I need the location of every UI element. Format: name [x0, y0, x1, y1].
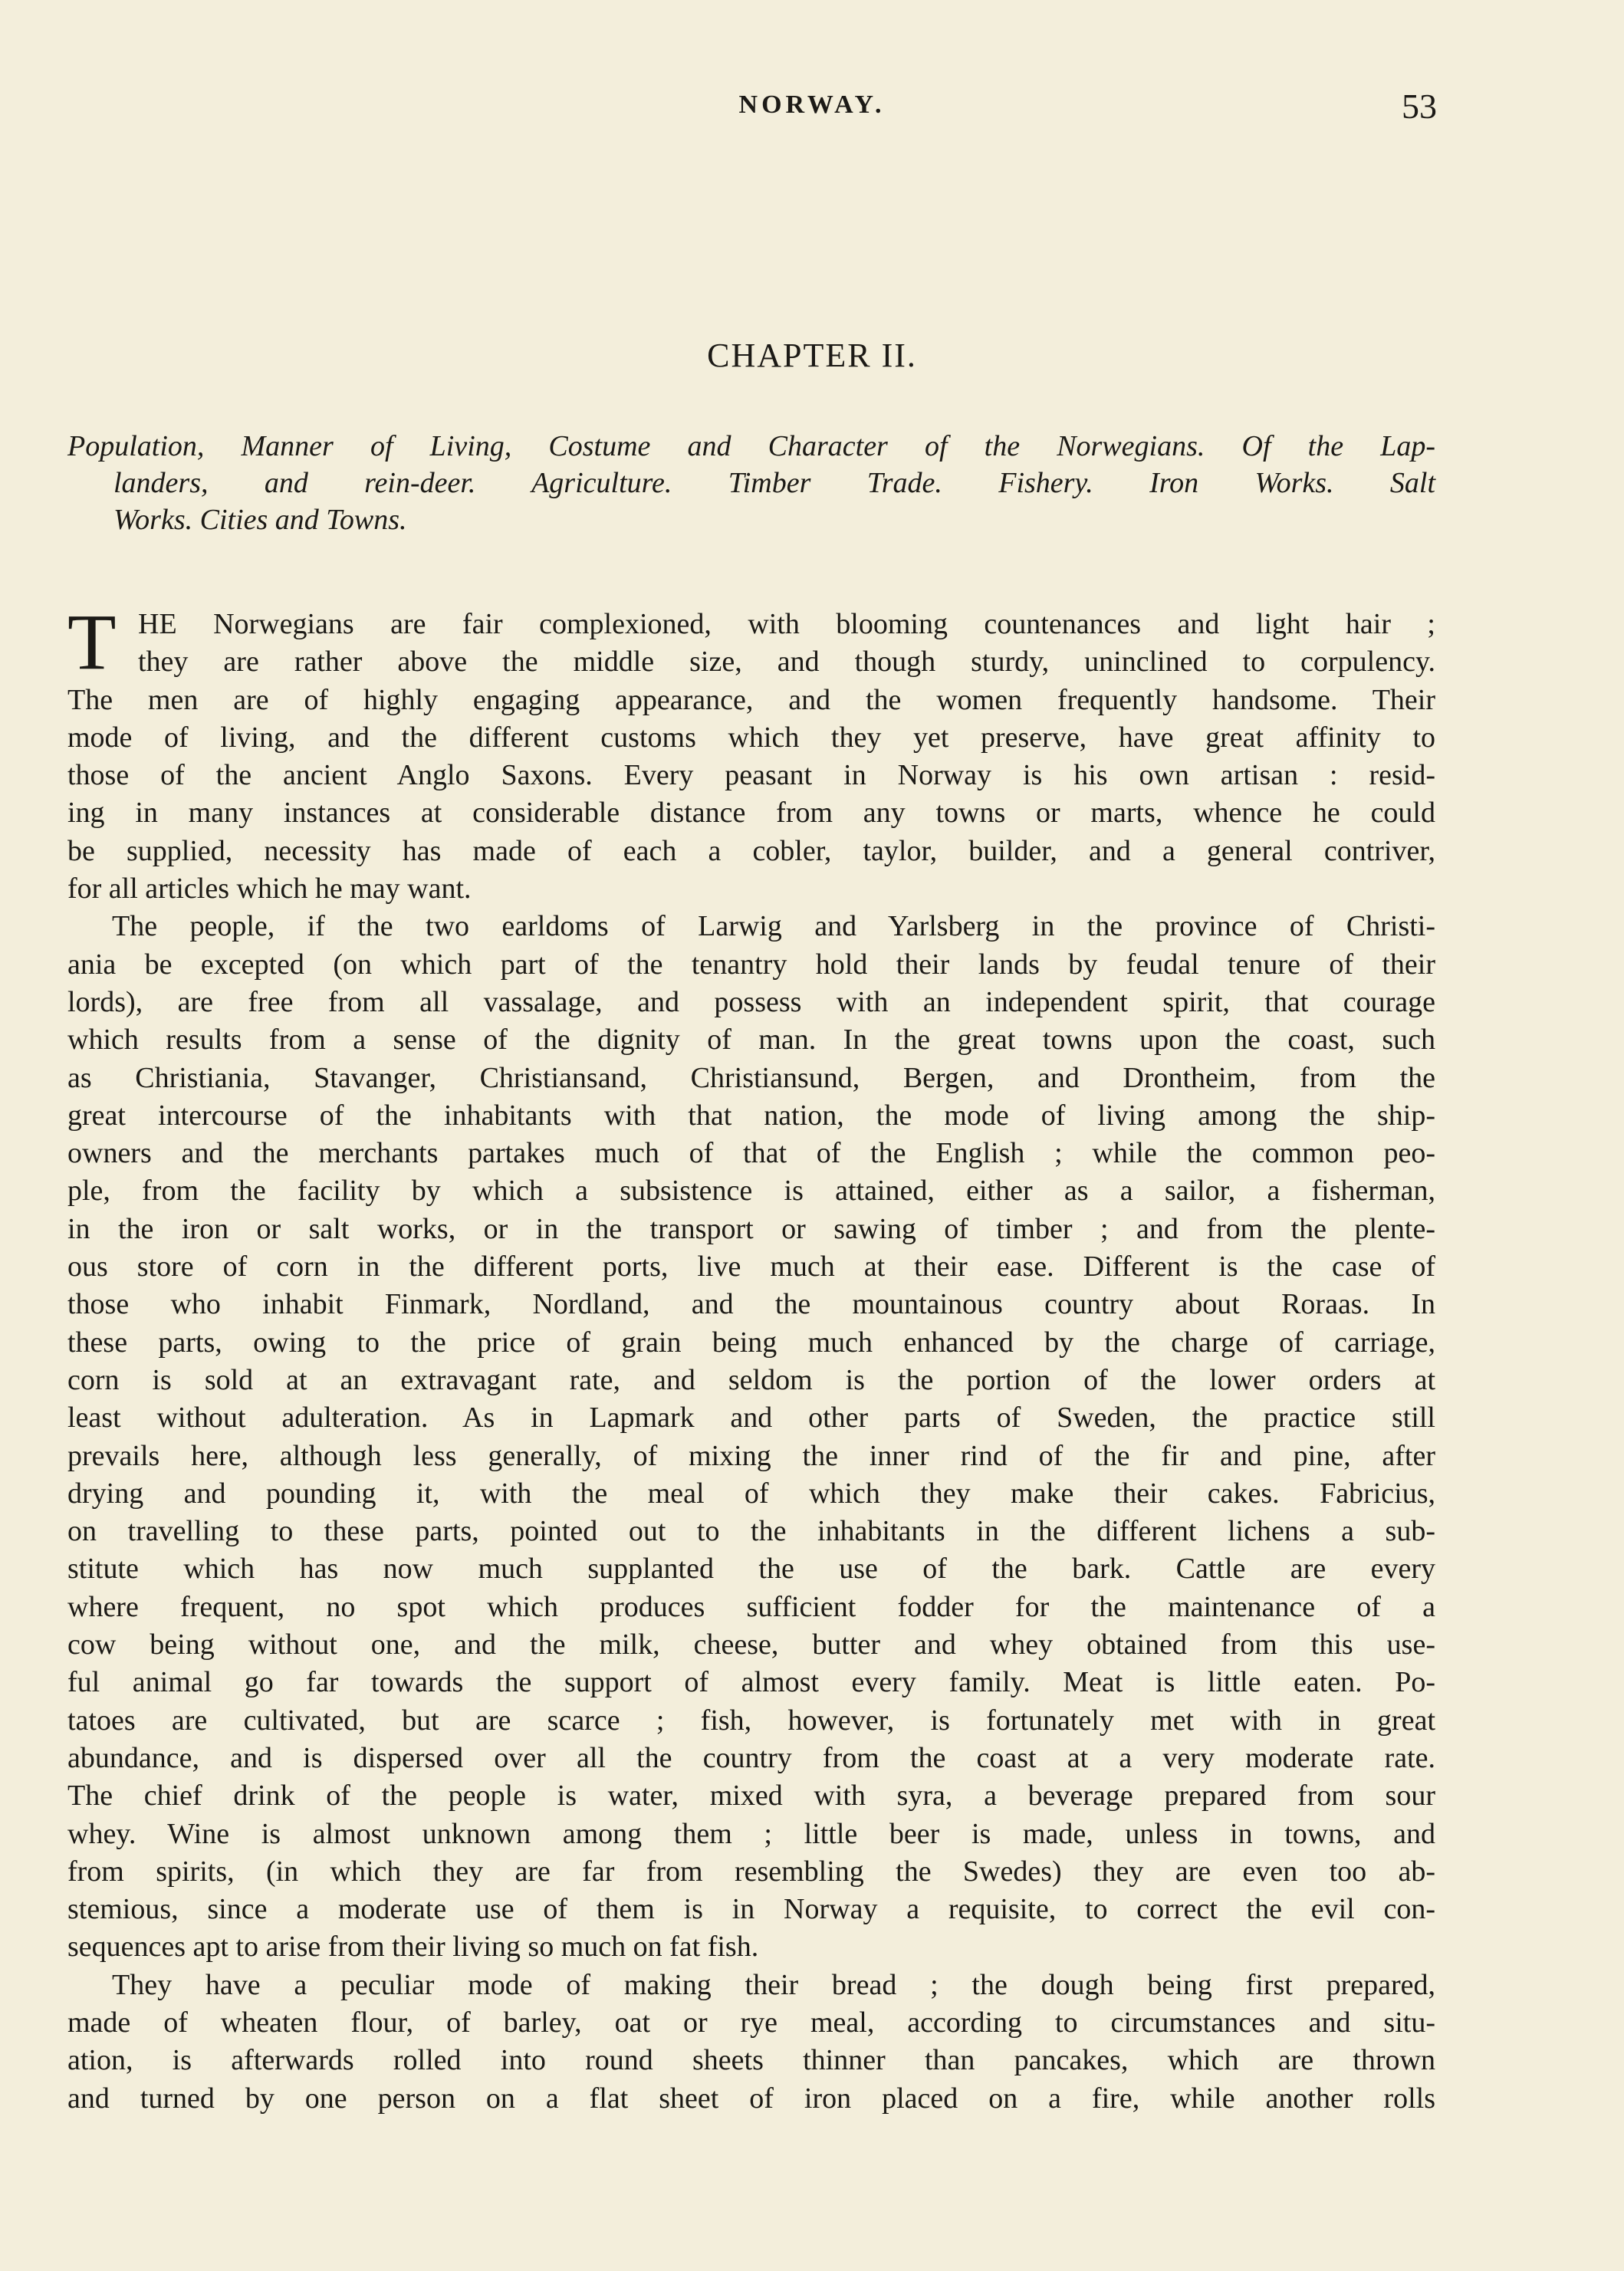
text-line: The men are of highly engaging appearance, and the women frequently handsome. Their: [67, 683, 1435, 716]
text-line: mode of living, and the different customs which they yet preserve, have great affinity to: [67, 721, 1435, 754]
summary-line: Works. Cities and Towns.: [113, 504, 407, 536]
text-line: They have a peculiar mode of making their bread ; the dough being first prepared,: [112, 1968, 1435, 2001]
text-line: ation, is afterwards rolled into round sheets thinner than pancakes, which are thrown: [67, 2044, 1435, 2077]
text-line: as Christiania, Stavanger, Christiansand, Christiansund, Bergen, and Drontheim, from the: [67, 1061, 1435, 1094]
text-line: on travelling to these parts, pointed out to the inhabitants in the different lichens a sub-: [67, 1515, 1435, 1548]
text-line: The chief drink of the people is water, mixed with syra, a beverage prepared from sour: [67, 1780, 1435, 1813]
summary-line: landers, and rein-deer. Agriculture. Timber Trade. Fishery. Iron Works. Salt: [113, 467, 1435, 499]
text-line: great intercourse of the inhabitants with that nation, the mode of living among the ship-: [67, 1099, 1435, 1132]
body-text: [67, 598, 1435, 2118]
text-line: owners and the merchants partakes much of that of the English ; while the common peo-: [67, 1137, 1435, 1170]
text-line: in the iron or salt works, or in the transport or sawing of timber ; and from the plente-: [67, 1212, 1435, 1245]
text-line: these parts, owing to the price of grain being much enhanced by the charge of carriage,: [67, 1326, 1435, 1359]
text-line: those of the ancient Anglo Saxons. Every peasant in Norway is his own artisan : resid-: [67, 759, 1435, 792]
text-line: those who inhabit Finmark, Nordland, and the mountainous country about Roraas. In: [67, 1288, 1435, 1321]
text-line: abundance, and is dispersed over all the country from the coast at a very moderate rate.: [67, 1741, 1435, 1774]
text-line: ple, from the facility by which a subsistence is attained, either as a sailor, a fisherman,: [67, 1175, 1435, 1208]
text-line: be supplied, necessity has made of each a cobler, taylor, builder, and a general contriver,: [67, 834, 1435, 867]
text-line: cow being without one, and the milk, cheese, butter and whey obtained from this use-: [67, 1628, 1435, 1661]
text-line: The people, if the two earldoms of Larwig and Yarlsberg in the province of Christi-: [112, 910, 1435, 943]
text-line: corn is sold at an extravagant rate, and seldom is the portion of the lower orders at: [67, 1363, 1435, 1396]
text-line: ing in many instances at considerable distance from any towns or marts, whence he could: [67, 797, 1435, 830]
text-line: and turned by one person on a flat sheet of iron placed on a fire, while another rolls: [67, 2082, 1435, 2115]
text-line: ania be excepted (on which part of the tenantry hold their lands by feudal tenure of their: [67, 948, 1435, 981]
text-line: tatoes are cultivated, but are scarce ; fish, however, is fortunately met with in great: [67, 1704, 1435, 1737]
text-line: made of wheaten flour, of barley, oat or rye meal, according to circumstances and situ-: [67, 2006, 1435, 2039]
chapter-summary: [67, 428, 1435, 538]
text-line: stemious, since a moderate use of them is in Norway a requisite, to correct the evil con-: [67, 1893, 1435, 1926]
text-line: whey. Wine is almost unknown among them ; little beer is made, unless in towns, and: [67, 1817, 1435, 1850]
chapter-title: CHAPTER II.: [707, 337, 917, 374]
text-line: from spirits, (in which they are far from resembling the Swedes) they are even too ab-: [67, 1855, 1435, 1888]
text-line: ful animal go far towards the support of almost every family. Meat is little eaten. Po-: [67, 1666, 1435, 1699]
text-line: ous store of corn in the different ports, live much at their ease. Different is the case of: [67, 1251, 1435, 1283]
text-line: lords), are free from all vassalage, and possess with an independent spirit, that courage: [67, 985, 1435, 1018]
text-line: which results from a sense of the dignity of man. In the great towns upon the coast, such: [67, 1024, 1435, 1057]
drop-cap: T: [67, 598, 117, 686]
text-line: drying and pounding it, with the meal of which they make their cakes. Fabricius,: [67, 1477, 1435, 1510]
text-line: sequences apt to arise from their living so much on fat fish.: [67, 1931, 759, 1964]
running-title: NORWAY.: [738, 90, 886, 119]
running-head: [0, 86, 1624, 132]
text-line: where frequent, no spot which produces sufficient fodder for the maintenance of a: [67, 1590, 1435, 1623]
text-line: HE Norwegians are fair complexioned, with blooming countenances and light hair ;: [138, 608, 1435, 640]
text-line: they are rather above the middle size, and though sturdy, uninclined to corpulency.: [138, 646, 1435, 679]
summary-line: Population, Manner of Living, Costume and Character of the Norwegians. Of the Lap-: [67, 430, 1435, 462]
text-line: least without adulteration. As in Lapmark and other parts of Sweden, the practice still: [67, 1402, 1435, 1435]
text-line: prevails here, although less generally, of mixing the inner rind of the fir and pine, after: [67, 1439, 1435, 1472]
text-line: for all articles which he may want.: [67, 873, 472, 905]
page-number: 53: [1402, 87, 1437, 126]
text-line: stitute which has now much supplanted the use of the bark. Cattle are every: [67, 1553, 1435, 1586]
